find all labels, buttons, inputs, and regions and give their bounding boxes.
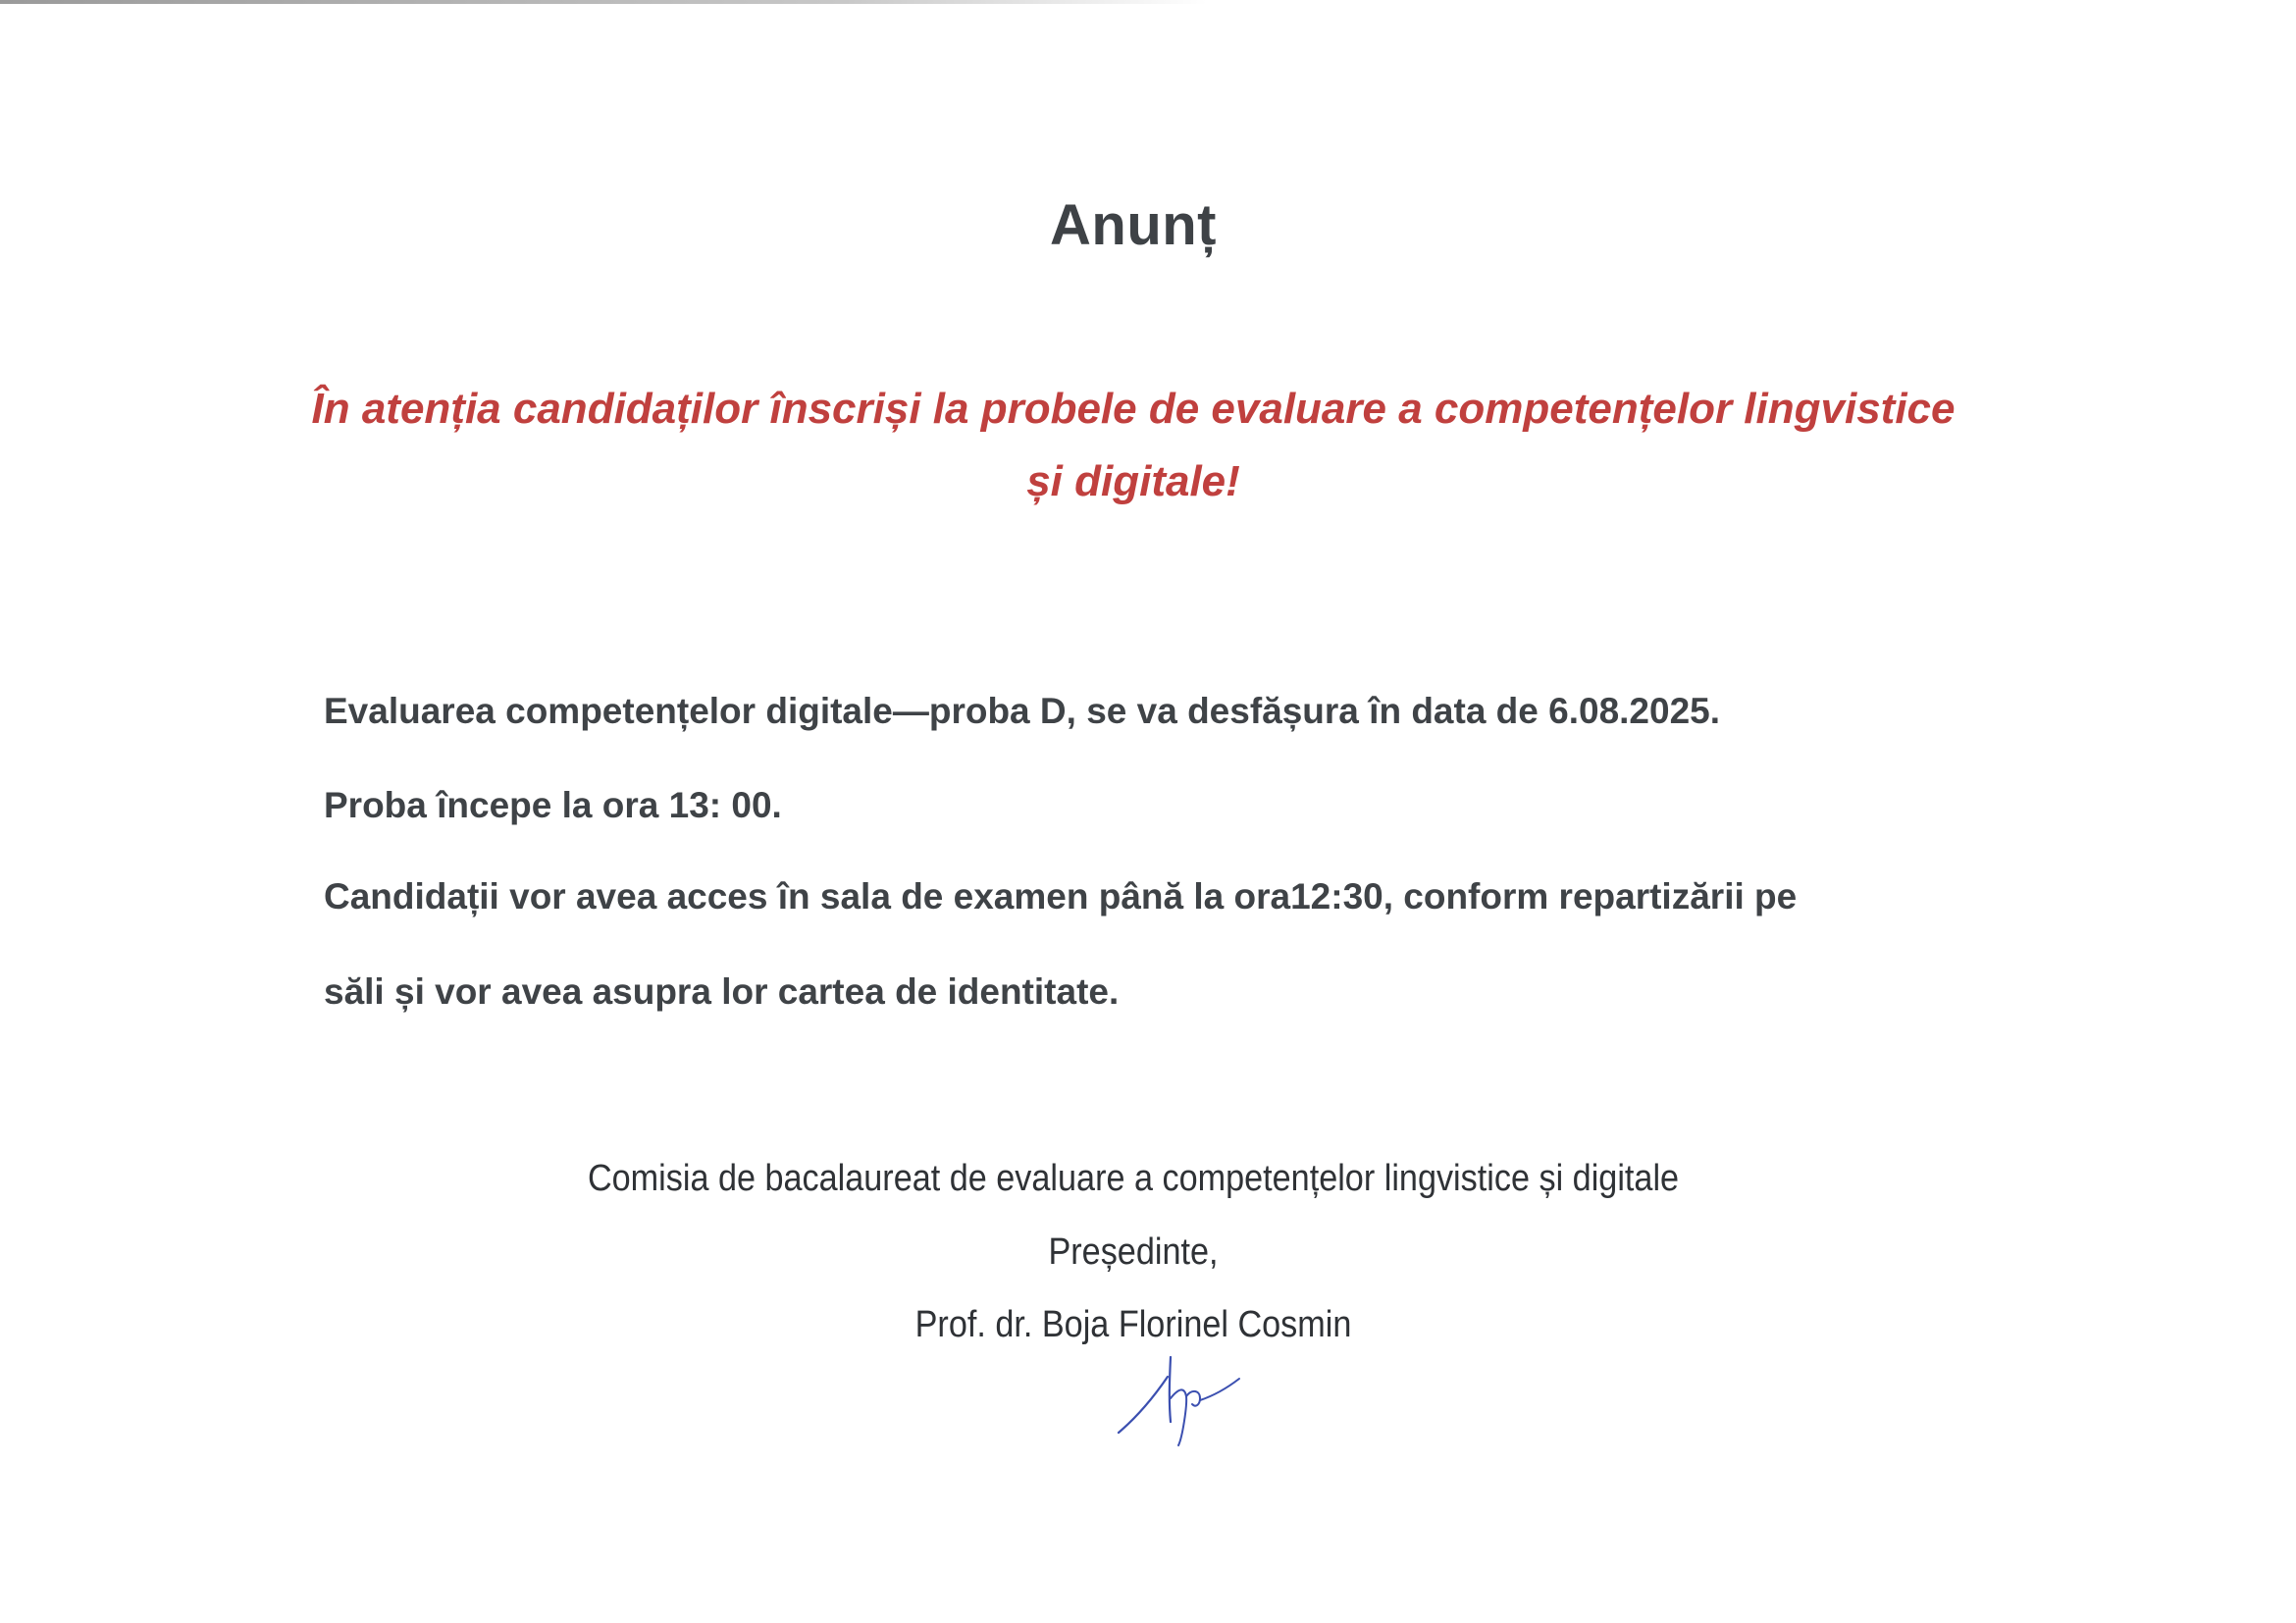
- signatory-name: Prof. dr. Boja Florinel Cosmin: [914, 1304, 1352, 1345]
- paragraph-access-line-1: Candidații vor avea acces în sala de examen până la ora12:30, conform repartizării pe: [324, 876, 1798, 916]
- paragraph-access-line-2: săli și vor avea asupra lor cartea de identitate.: [324, 971, 1120, 1012]
- paragraph-start-time: Proba începe la ora 13: 00.: [324, 785, 782, 825]
- signatory-role: Președinte,: [1048, 1231, 1219, 1273]
- page-title: Anunț: [1050, 193, 1217, 257]
- scan-edge: [0, 0, 1207, 4]
- attention-heading: În atenția candidaților înscriși la probele de evaluare a competențelor lingvistice și digitale!: [311, 385, 1956, 505]
- signature-icon: [1114, 1339, 1251, 1447]
- paragraph-exam-date: Evaluarea competențelor digitale—proba D, se va desfășura în data de 6.08.2025.: [324, 691, 1721, 731]
- commission-name: Comisia de bacalaureat de evaluare a competențelor lingvistice și digitale: [587, 1158, 1680, 1199]
